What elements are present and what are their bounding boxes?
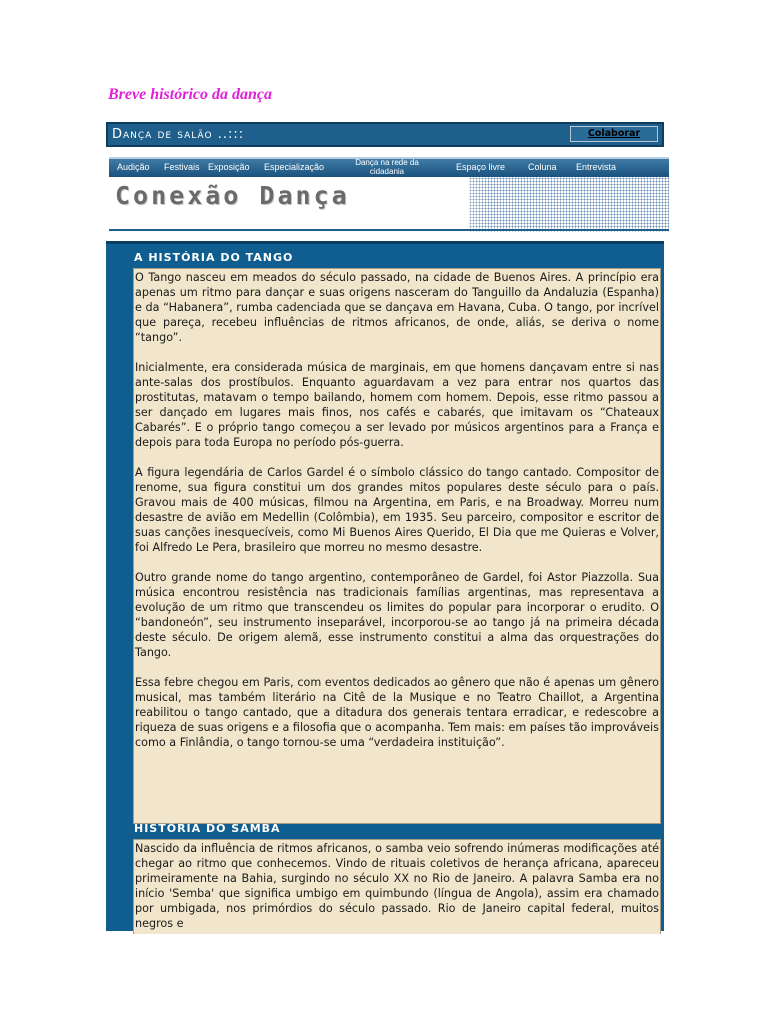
samba-section-heading: HISTÓRIA DO SAMBA: [134, 822, 281, 835]
paragraph: A figura legendária de Carlos Gardel é o símbolo clássico do tango cantado. Compositor de renome, sua figura constitui um dos grandes mitos populares deste século para o país. Gravou mais de 400 músicas, filmou na Argentina, em Paris, e na Broadway. Morreu num desastre de avião em Medellin (Colômbia), em 1935. Seu parceiro, compositor e escritor de suas canções inesquecíveis, como Mi Buenos Aires Querido, El Dia que me Quieras e Volver, foi Alfredo Le Pera, brasileiro que morreu no mesmo desastre.: [135, 466, 659, 554]
banner-fade: [409, 177, 489, 232]
colaborar-button[interactable]: Colaborar: [570, 126, 658, 142]
nav-item-audicao[interactable]: Audição: [117, 162, 150, 172]
document-title: Breve histórico da dança: [108, 86, 272, 103]
nav-item-espaco-livre[interactable]: Espaço livre: [456, 162, 506, 172]
nav-item-festivais[interactable]: Festivais: [164, 162, 200, 172]
site-section-title: Dança de salão ..:::: [112, 127, 245, 142]
tango-text-box: [133, 268, 661, 824]
banner-pattern: [469, 177, 669, 232]
nav-item-danca-na-rede[interactable]: Dança na rede da cidadania: [355, 158, 419, 176]
paragraph: Outro grande nome do tango argentino, contemporâneo de Gardel, foi Astor Piazzolla. Sua música encontrou resistência nas tradicionais famílias argentinas, mas representava a evolução de um ritmo que transcendeu os limites do popular para incorporar o erudito. O “bandoneón”, seu instrumento inseparável, incorporou-se ao tango já na primeira década deste século. De origem alemã, esse instrumento constitui a alma das orquestrações do Tango.: [135, 571, 659, 659]
paragraph: Nascido da influência de ritmos africanos, o samba veio sofrendo inúmeras modificações até chegar ao ritmo que conhecemos. Vindo de rituais coletivos de herança africana, apareceu primeiramente na Bahia, surgindo no século XX no Rio de Janeiro. A palavra Samba era no início 'Semba' que significa umbigo em quimbundo (língua de Angola), assim era chamado por umbigada, nos primórdios do século passado. Rio de Janeiro capital federal, muitos negros e: [135, 842, 659, 930]
nav-item-especializacao[interactable]: Especialização: [264, 162, 325, 172]
banner-divider: [109, 229, 669, 231]
paragraph: O Tango nasceu em meados do século passado, na cidade de Buenos Aires. A princípio era apenas um ritmo para dançar e suas origens nasceram do Tanguillo da Andaluzia (Espanha) e da “Habanera”, rumba cadenciada que se dançava em Havana, Cuba. O tango, por incrível que pareça, recebeu influências de ritmos africanos, de onde, aliás, se deriva o nome “tango”.: [135, 271, 659, 344]
tango-section-heading: A HISTÓRIA DO TANGO: [134, 251, 294, 264]
site-header-bar: [106, 122, 664, 147]
nav-item-exposicao[interactable]: Exposição: [208, 162, 250, 172]
paragraph: Essa febre chegou em Paris, com eventos dedicados ao gênero que não é apenas um gênero musical, mas também literário na Citê de la Musique e no Teatro Chaillot, a Argentina reabilitou o tango cantado, que a ditadura dos generais tentara erradicar, e redescobre a riqueza de suas origens e a filosofia que o acompanha. Tem mais: em países tão improváveis como a Finlândia, o tango tornou-se uma “verdadeira instituição”.: [135, 676, 659, 749]
site-banner: [109, 177, 669, 232]
site-logo[interactable]: Conexão Dança: [115, 181, 350, 210]
content-panel: [106, 241, 664, 931]
main-navigation: [109, 157, 669, 179]
nav-item-entrevista[interactable]: Entrevista: [576, 162, 617, 172]
paragraph: Inicialmente, era considerada música de marginais, em que homens dançavam entre si nas ante-salas dos prostíbulos. Enquanto aguardavam a vez para entrar nos quartos das prostitutas, matavam o tempo bailando, homem com homem. Depois, esse ritmo passou a ser dançado em lugares mais finos, nos cafés e cabarés, que imitavam os “Chateaux Cabarés”. E o próprio tango começou a ser levado por músicos argentinos para a França e depois para toda Europa no período pós-guerra.: [135, 361, 659, 449]
nav-item-coluna[interactable]: Coluna: [528, 162, 557, 172]
samba-text-box: [133, 839, 661, 934]
